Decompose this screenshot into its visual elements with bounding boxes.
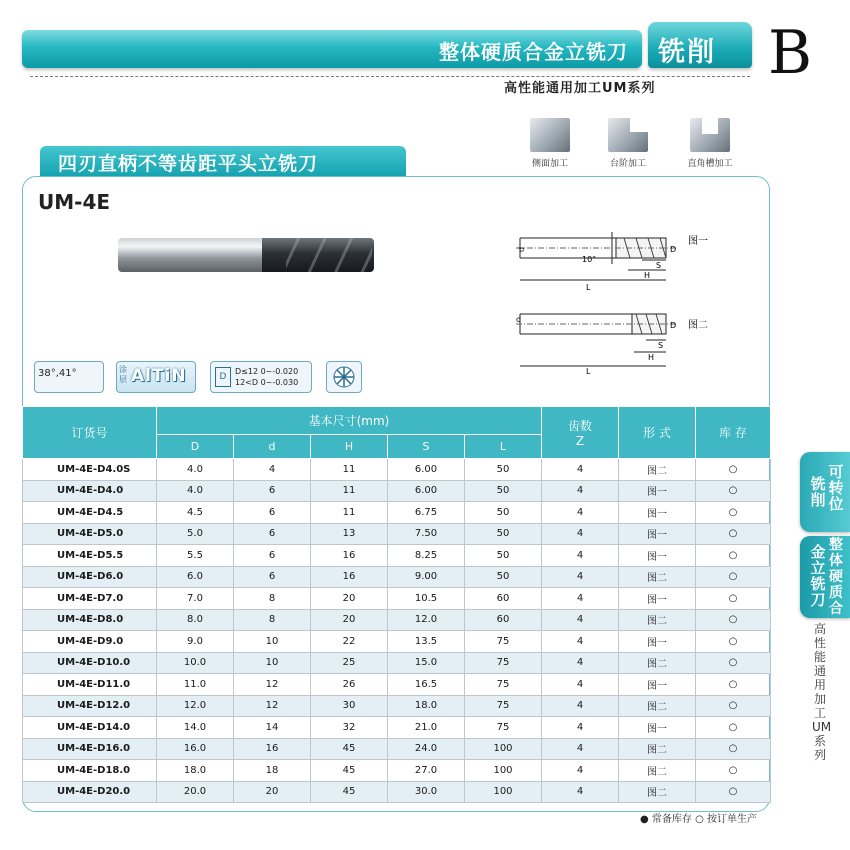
table-cell: ○ (696, 717, 771, 739)
helix-angle-text: 38°,41° (38, 368, 77, 379)
table-cell: 16.0 (157, 738, 234, 760)
table-cell: 4 (542, 695, 619, 717)
table-cell: 6.00 (388, 459, 465, 481)
drawing-figure-1 (516, 214, 726, 292)
table-cell: 60 (465, 588, 542, 610)
table-cell: ○ (696, 588, 771, 610)
order-code-cell: UM-4E-D5.0 (23, 523, 157, 545)
table-cell: ○ (696, 609, 771, 631)
flute-section-badge (326, 361, 362, 393)
table-cell: 14 (234, 717, 311, 739)
table-cell: 24.0 (388, 738, 465, 760)
col-order-number: 订货号 (23, 407, 157, 459)
table-cell: ○ (696, 738, 771, 760)
table-cell: 11 (311, 502, 388, 524)
figure-2-label: 图二 (688, 320, 708, 331)
table-cell: 75 (465, 631, 542, 653)
table-cell: 100 (465, 781, 542, 803)
table-cell: 5.0 (157, 523, 234, 545)
order-code-cell: UM-4E-D20.0 (23, 781, 157, 803)
table-cell: 10 (234, 652, 311, 674)
table-cell: ○ (696, 566, 771, 588)
tolerance-badge (210, 361, 312, 393)
table-cell: 30.0 (388, 781, 465, 803)
table-cell: 图二 (619, 566, 696, 588)
product-title: 四刃直柄不等齿距平头立铣刀 (58, 153, 319, 175)
helix-angle-badge (34, 361, 104, 393)
operation-label: 直角槽加工 (687, 159, 733, 169)
table-cell: 4 (542, 631, 619, 653)
diameter-icon: D (215, 367, 231, 387)
table-cell: 4 (542, 480, 619, 502)
table-cell: ○ (696, 652, 771, 674)
col-d: d (234, 435, 311, 459)
table-cell: 18.0 (157, 760, 234, 782)
dim-h-label: H (648, 353, 655, 362)
flute-cross-section-icon (327, 362, 361, 392)
table-cell: 9.00 (388, 566, 465, 588)
table-cell: 12.0 (388, 609, 465, 631)
table-cell: 16 (234, 738, 311, 760)
table-cell: 4 (542, 588, 619, 610)
table-row (23, 781, 771, 803)
dim-l-label: L (586, 367, 591, 376)
table-cell: 图二 (619, 781, 696, 803)
header-band (22, 30, 642, 68)
operation-label: 侧面加工 (531, 159, 568, 169)
table-cell: 4 (542, 459, 619, 481)
table-cell: 6.00 (388, 480, 465, 502)
table-cell: 100 (465, 760, 542, 782)
table-cell: 30 (311, 695, 388, 717)
end-mill-shank-image (118, 238, 268, 272)
order-code-cell: UM-4E-D18.0 (23, 760, 157, 782)
header-subtitle: 高性能通用加工UM系列 (504, 81, 656, 96)
col-L: L (465, 435, 542, 459)
dim-D-label: D (670, 321, 677, 330)
table-cell: ○ (696, 545, 771, 567)
stock-legend-label: 常备库存 (651, 814, 692, 825)
col-stock: 库 存 (696, 407, 771, 459)
table-row (23, 588, 771, 610)
table-cell: 4 (542, 545, 619, 567)
stock-legend (640, 810, 757, 825)
order-code-cell: UM-4E-D6.0 (23, 566, 157, 588)
dim-d-label: d (516, 315, 522, 324)
order-code-cell: UM-4E-D4.0S (23, 459, 157, 481)
table-cell: 图二 (619, 738, 696, 760)
order-code-cell: UM-4E-D4.5 (23, 502, 157, 524)
table-cell: 6 (234, 545, 311, 567)
table-cell: 图一 (619, 674, 696, 696)
order-code-cell: UM-4E-D10.0 (23, 652, 157, 674)
table-cell: 4 (542, 760, 619, 782)
table-cell: 图一 (619, 523, 696, 545)
section-letter: B (768, 18, 813, 88)
table-cell: 图一 (619, 631, 696, 653)
table-cell: 图一 (619, 480, 696, 502)
table-cell: 12 (234, 674, 311, 696)
table-row (23, 566, 771, 588)
table-cell: 图二 (619, 760, 696, 782)
table-row (23, 609, 771, 631)
order-code-cell: UM-4E-D5.5 (23, 545, 157, 567)
table-cell: ○ (696, 631, 771, 653)
table-cell: 75 (465, 674, 542, 696)
table-row (23, 459, 771, 481)
table-cell: 4.0 (157, 480, 234, 502)
table-row (23, 674, 771, 696)
table-cell: 4 (542, 523, 619, 545)
table-cell: 75 (465, 652, 542, 674)
order-code-cell: UM-4E-D9.0 (23, 631, 157, 653)
table-row (23, 631, 771, 653)
table-cell: 图一 (619, 502, 696, 524)
coating-name: AlTiN (131, 366, 187, 386)
table-cell: 8 (234, 588, 311, 610)
table-cell: 图二 (619, 695, 696, 717)
table-cell: 20.0 (157, 781, 234, 803)
teeth-label: 齿数 (567, 419, 592, 433)
order-code-cell: UM-4E-D8.0 (23, 609, 157, 631)
table-cell: 4.0 (157, 459, 234, 481)
table-cell: 45 (311, 738, 388, 760)
table-cell: 50 (465, 523, 542, 545)
side-tab-solid-carbide[interactable] (800, 536, 850, 618)
dim-D-label: D (670, 245, 677, 254)
table-cell: 4 (542, 566, 619, 588)
table-cell: ○ (696, 480, 771, 502)
table-cell: 25 (311, 652, 388, 674)
coating-badge (116, 361, 196, 393)
table-cell: 14.0 (157, 717, 234, 739)
slot-milling-icon (690, 118, 730, 152)
table-cell: 6 (234, 566, 311, 588)
table-cell: 50 (465, 459, 542, 481)
table-cell: 4 (542, 781, 619, 803)
table-cell: 图一 (619, 717, 696, 739)
table-cell: 图二 (619, 609, 696, 631)
table-cell: 13 (311, 523, 388, 545)
operation-side-milling (520, 118, 580, 169)
table-cell: 18.0 (388, 695, 465, 717)
table-cell: 100 (465, 738, 542, 760)
table-cell: 50 (465, 545, 542, 567)
col-S: S (388, 435, 465, 459)
operation-step-milling (598, 118, 658, 169)
order-code-cell: UM-4E-D14.0 (23, 717, 157, 739)
table-cell: 8.25 (388, 545, 465, 567)
table-cell: 8.0 (157, 609, 234, 631)
drawing-figure-2 (516, 298, 726, 376)
table-cell: 10 (234, 631, 311, 653)
table-row (23, 695, 771, 717)
order-code-cell: UM-4E-D11.0 (23, 674, 157, 696)
side-tab-text: 整体硬质合 (829, 537, 843, 617)
figure-1-label: 图一 (688, 236, 708, 247)
table-cell: ○ (696, 781, 771, 803)
order-legend-label: 按订单生产 (707, 814, 758, 825)
header-category-label: 铣削 (658, 37, 716, 68)
table-cell: 45 (311, 760, 388, 782)
dim-l-label: L (586, 283, 591, 292)
specification-table (22, 406, 771, 803)
table-cell: 图二 (619, 459, 696, 481)
table-cell: 20 (234, 781, 311, 803)
table-cell: 5.5 (157, 545, 234, 567)
table-cell: ○ (696, 674, 771, 696)
order-code-cell: UM-4E-D4.0 (23, 480, 157, 502)
table-cell: 4 (542, 717, 619, 739)
table-cell: 4 (542, 609, 619, 631)
angle-label: 10° (582, 255, 597, 264)
model-name: UM-4E (38, 190, 111, 214)
table-cell: 4 (234, 459, 311, 481)
header-category-tab[interactable] (648, 22, 752, 68)
order-code-cell: UM-4E-D16.0 (23, 738, 157, 760)
dim-d-label: d (517, 246, 526, 252)
end-mill-flute-image (262, 238, 374, 272)
tolerance-line-2: 12<D 0~-0.030 (235, 378, 299, 387)
table-cell: 75 (465, 717, 542, 739)
table-cell: 10.5 (388, 588, 465, 610)
order-code-cell: UM-4E-D7.0 (23, 588, 157, 610)
side-tab-text: 金立铣刀 (810, 543, 826, 609)
table-cell: ○ (696, 502, 771, 524)
table-cell: 图二 (619, 652, 696, 674)
table-cell: 10.0 (157, 652, 234, 674)
table-cell: 9.0 (157, 631, 234, 653)
table-cell: 50 (465, 480, 542, 502)
table-cell: 6 (234, 480, 311, 502)
table-cell: 22 (311, 631, 388, 653)
stock-mark-icon: ● (640, 814, 649, 825)
table-cell: ○ (696, 760, 771, 782)
table-cell: 27.0 (388, 760, 465, 782)
table-row (23, 480, 771, 502)
teeth-sub-label: Z (575, 434, 585, 448)
table-cell: 8 (234, 609, 311, 631)
table-cell: 4 (542, 502, 619, 524)
table-cell: 32 (311, 717, 388, 739)
dim-s-label: S (656, 261, 662, 270)
table-cell: 6.0 (157, 566, 234, 588)
table-cell: 11 (311, 480, 388, 502)
operation-slot-milling (680, 118, 740, 169)
table-cell: 15.0 (388, 652, 465, 674)
dim-s-label: S (658, 341, 664, 350)
table-cell: 60 (465, 609, 542, 631)
table-cell: ○ (696, 523, 771, 545)
side-tab-indexable-milling[interactable] (800, 452, 850, 532)
table-cell: 4.5 (157, 502, 234, 524)
col-teeth (542, 407, 619, 459)
table-cell: 11.0 (157, 674, 234, 696)
table-row (23, 502, 771, 524)
table-cell: 20 (311, 609, 388, 631)
order-mark-icon: ○ (695, 814, 704, 825)
col-basic-dimensions: 基本尺寸(mm) (157, 407, 542, 435)
table-cell: 26 (311, 674, 388, 696)
step-milling-icon (608, 118, 648, 152)
product-title-band (40, 146, 406, 176)
side-tab-text: 可转位 (828, 463, 844, 513)
table-cell: 6.75 (388, 502, 465, 524)
table-cell: 图一 (619, 588, 696, 610)
table-row (23, 523, 771, 545)
table-cell: 6 (234, 502, 311, 524)
table-cell: 18 (234, 760, 311, 782)
table-cell: 12.0 (157, 695, 234, 717)
table-cell: 16 (311, 566, 388, 588)
table-row (23, 545, 771, 567)
coating-label: 涂层 (119, 365, 127, 384)
operation-label: 台阶加工 (609, 159, 646, 169)
tolerance-line-1: D≤12 0~-0.020 (235, 367, 299, 376)
table-cell: 50 (465, 566, 542, 588)
table-cell: 4 (542, 738, 619, 760)
table-cell: 11 (311, 459, 388, 481)
specification-table-body (23, 459, 771, 803)
side-subtitle: 高性能通用加工UM系列 (812, 622, 832, 762)
table-cell: ○ (696, 695, 771, 717)
col-H: H (311, 435, 388, 459)
table-cell: 45 (311, 781, 388, 803)
table-cell: 7.0 (157, 588, 234, 610)
table-cell: 16 (311, 545, 388, 567)
table-cell: 20 (311, 588, 388, 610)
table-row (23, 717, 771, 739)
table-cell: 4 (542, 652, 619, 674)
table-cell: ○ (696, 459, 771, 481)
table-cell: 16.5 (388, 674, 465, 696)
table-row (23, 652, 771, 674)
order-code-cell: UM-4E-D12.0 (23, 695, 157, 717)
dim-h-label: H (644, 271, 651, 280)
table-cell: 21.0 (388, 717, 465, 739)
side-milling-icon (530, 118, 570, 152)
table-cell: 4 (542, 674, 619, 696)
table-row (23, 738, 771, 760)
table-cell: 50 (465, 502, 542, 524)
table-cell: 13.5 (388, 631, 465, 653)
table-cell: 75 (465, 695, 542, 717)
side-tab-text: 铣削 (810, 475, 826, 509)
col-D: D (157, 435, 234, 459)
table-row (23, 760, 771, 782)
header-title: 整体硬质合金立铣刀 (439, 40, 628, 64)
table-cell: 图一 (619, 545, 696, 567)
table-cell: 7.50 (388, 523, 465, 545)
table-cell: 12 (234, 695, 311, 717)
table-cell: 6 (234, 523, 311, 545)
col-form: 形 式 (619, 407, 696, 459)
